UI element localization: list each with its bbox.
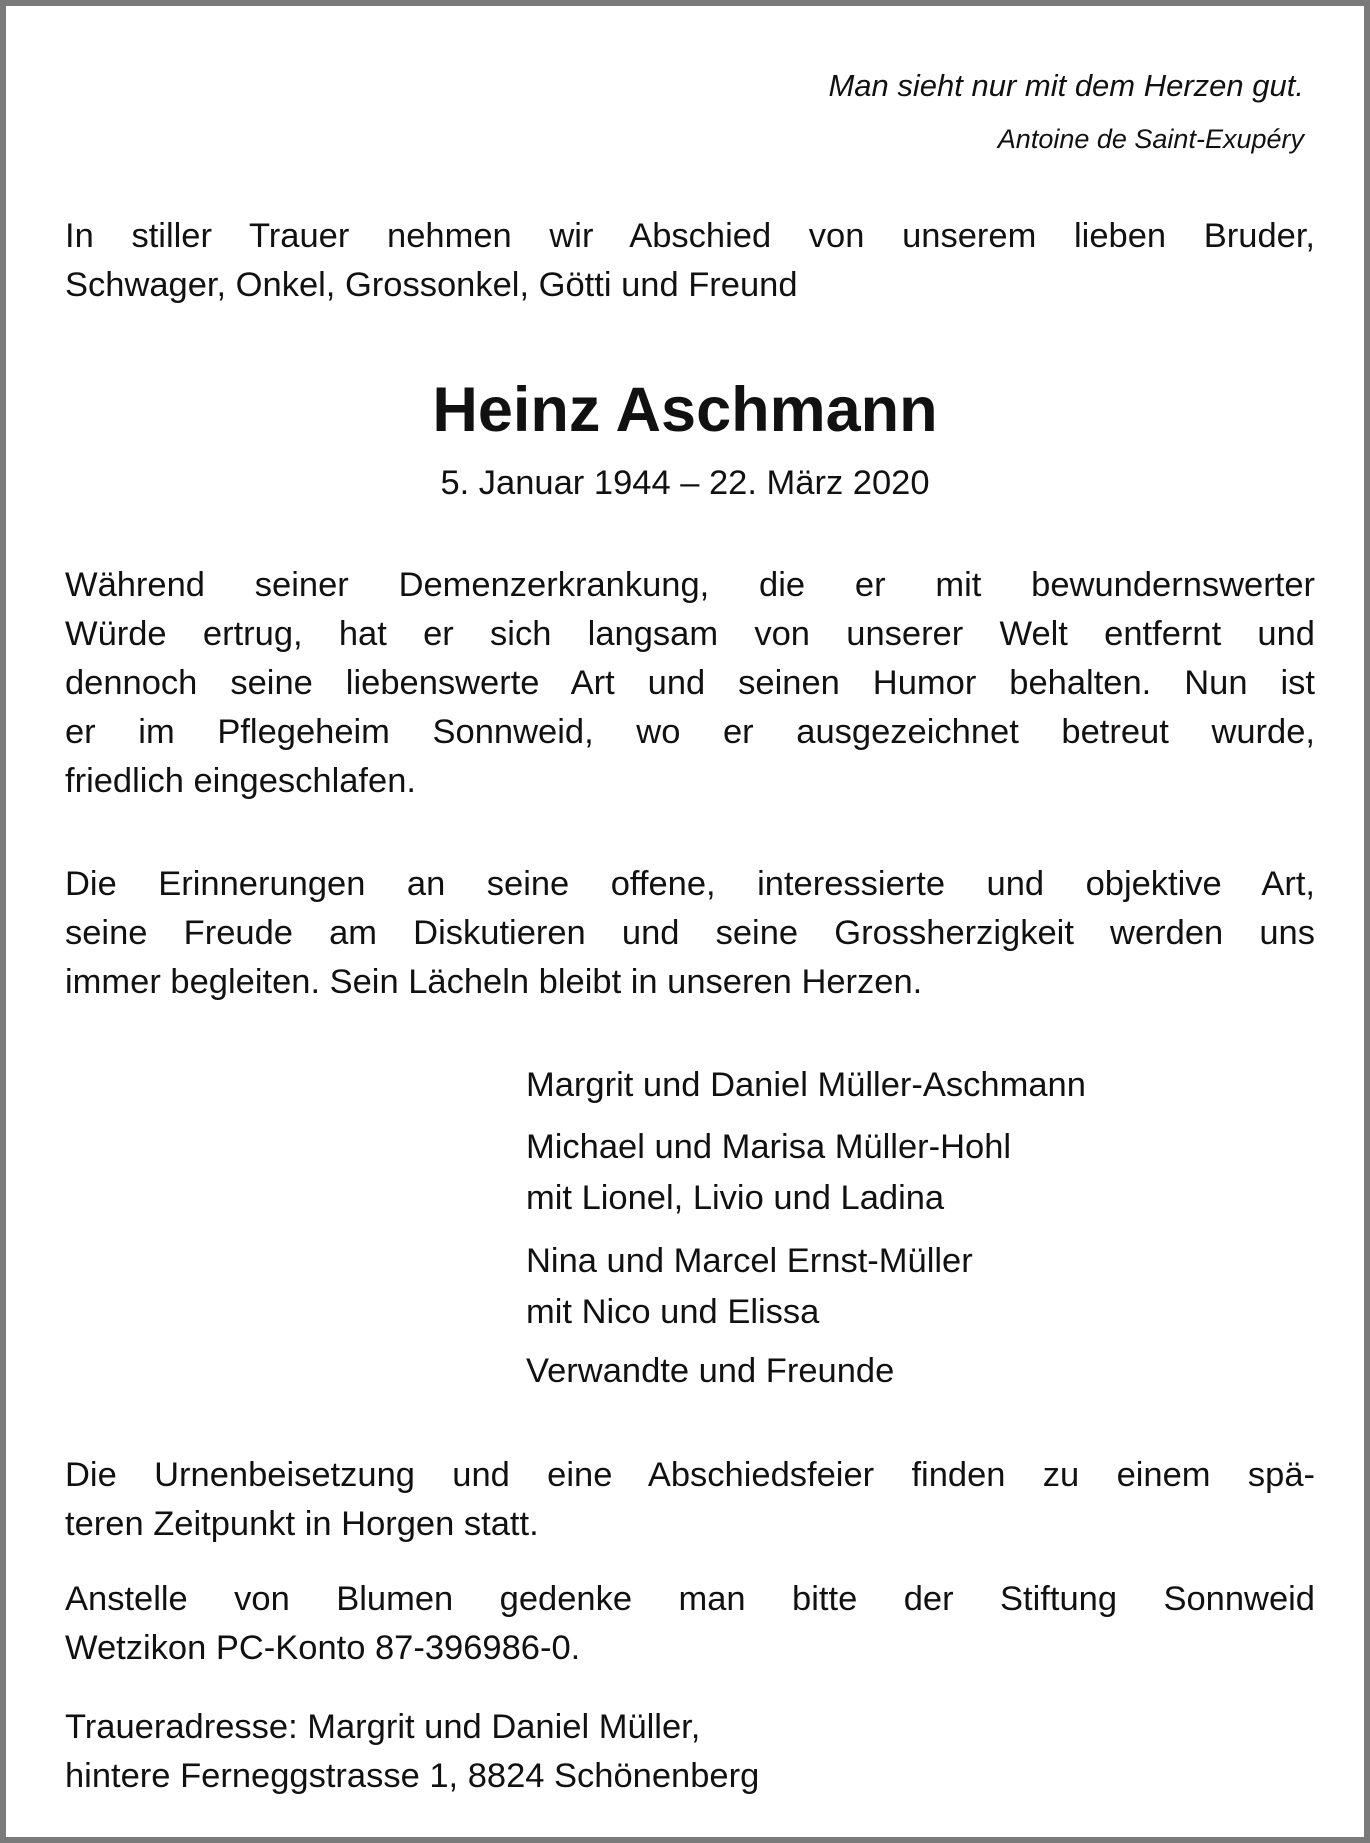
text-line: teren Zeitpunkt in Horgen statt. xyxy=(65,1505,539,1543)
text-line: Während seiner Demenzerkrankung, die er mit bewundernswerter xyxy=(65,566,1315,604)
text-line: Schwager, Onkel, Grossonkel, Götti und Freund xyxy=(65,266,798,304)
text-line: er im Pflegeheim Sonnweid, wo er ausgezeichnet betreut wurde, xyxy=(65,713,1315,751)
family-group xyxy=(526,1346,894,1397)
family-line: Michael und Marisa Müller-Hohl xyxy=(526,1128,1012,1166)
text-line: In stiller Trauer nehmen wir Abschied von unserem lieben Bruder, xyxy=(65,217,1315,255)
family-line: Verwandte und Freunde xyxy=(526,1352,895,1390)
epigraph-author: Antoine de Saint-Exupéry xyxy=(997,124,1304,154)
intro-text xyxy=(65,212,1315,310)
family-line: mit Nico und Elissa xyxy=(526,1293,820,1331)
text-line: friedlich eingeschlafen. xyxy=(65,762,416,800)
paragraph-memories xyxy=(65,860,1315,1007)
text-line: immer begleiten. Sein Lächeln bleibt in unseren Herzen. xyxy=(65,963,923,1001)
text-line: dennoch seine liebenswerte Art und seinen Humor behalten. Nun ist xyxy=(65,664,1315,702)
text-line: Anstelle von Blumen gedenke man bitte der Stiftung Sonnweid xyxy=(65,1580,1315,1618)
family-line: mit Lionel, Livio und Ladina xyxy=(526,1179,945,1217)
burial-info xyxy=(65,1451,1315,1549)
text-line: Wetzikon PC-Konto 87-396986-0. xyxy=(65,1629,581,1667)
family-line: Margrit und Daniel Müller-Aschmann xyxy=(526,1066,1086,1104)
epigraph-quote: Man sieht nur mit dem Herzen gut. xyxy=(828,68,1304,103)
life-dates: 5. Januar 1944 – 22. März 2020 xyxy=(440,464,930,502)
mourning-address xyxy=(65,1703,1315,1801)
text-line: seine Freude am Diskutieren und seine Grossherzigkeit werden uns xyxy=(65,914,1315,952)
text-line: Traueradresse: Margrit und Daniel Müller, xyxy=(65,1708,701,1746)
text-line: Die Urnenbeisetzung und eine Abschiedsfeier finden zu einem spä- xyxy=(65,1456,1315,1494)
text-line: Die Erinnerungen an seine offene, interessierte und objektive Art, xyxy=(65,865,1315,903)
family-group xyxy=(526,1122,1011,1224)
family-group xyxy=(526,1236,973,1338)
donation-info xyxy=(65,1575,1315,1673)
text-line: hintere Ferneggstrasse 1, 8824 Schönenberg xyxy=(65,1757,760,1795)
family-line: Nina und Marcel Ernst-Müller xyxy=(526,1242,973,1280)
deceased-name: Heinz Aschmann xyxy=(432,375,938,445)
paragraph-illness xyxy=(65,561,1315,806)
family-group xyxy=(526,1060,1086,1111)
text-line: Würde ertrug, hat er sich langsam von unserer Welt entfernt und xyxy=(65,615,1315,653)
